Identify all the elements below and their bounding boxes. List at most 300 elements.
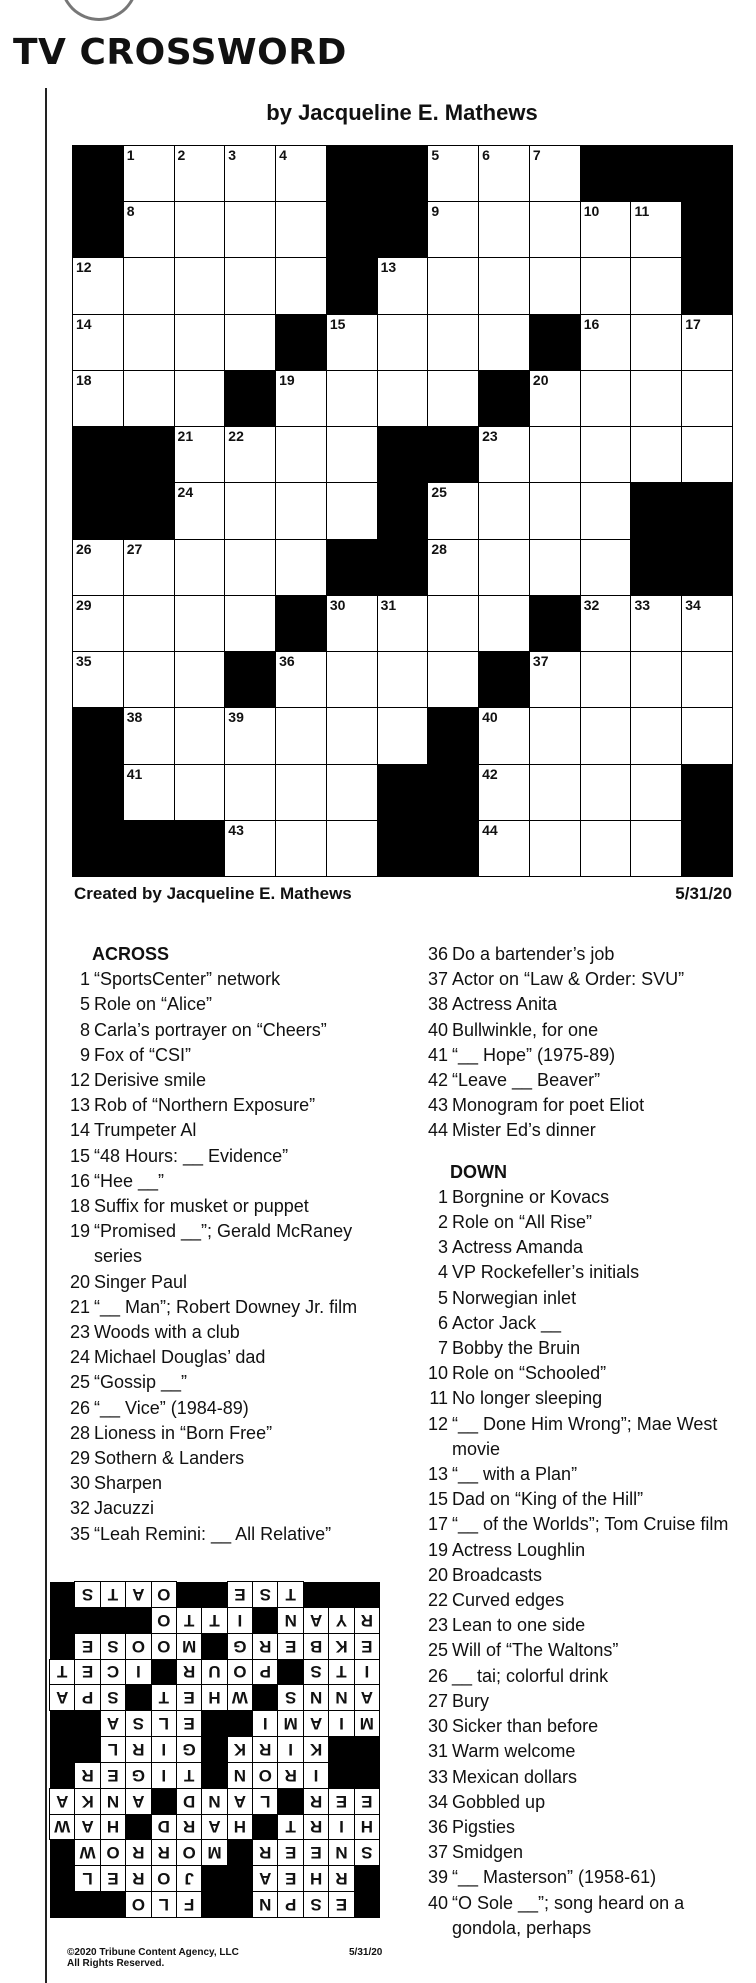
grid-cell[interactable]	[478, 595, 530, 652]
clue-number: 40	[427, 1019, 448, 1040]
grid-cell[interactable]	[580, 370, 632, 427]
grid-cell[interactable]	[174, 482, 226, 539]
grid-cell[interactable]	[529, 257, 581, 314]
clue-number: 19	[69, 1221, 90, 1242]
grid-cell[interactable]	[630, 201, 682, 258]
answer-cell: S	[100, 1633, 126, 1660]
answer-cell: A	[303, 1710, 329, 1737]
answer-cell: A	[125, 1788, 151, 1815]
clue-number: 32	[69, 1498, 90, 1519]
answer-cell: O	[151, 1633, 177, 1660]
cell-number: 41	[126, 765, 143, 782]
answer-cell: E	[74, 1633, 100, 1660]
clue-text: Rob of “Northern Exposure”	[94, 1095, 316, 1116]
grid-cell[interactable]	[174, 145, 226, 202]
clue-text: __ tai; colorful drink	[452, 1665, 609, 1686]
clue-text: Bobby the Bruin	[452, 1338, 581, 1359]
answer-cell: G	[176, 1736, 202, 1763]
grid-cell[interactable]	[224, 145, 276, 202]
grid-cell[interactable]	[224, 595, 276, 652]
down-clue	[418, 1487, 748, 1512]
answer-cell: R	[252, 1736, 278, 1763]
clue-number: 7	[437, 1338, 448, 1359]
answer-cell: A	[303, 1607, 329, 1634]
grid-block	[681, 482, 733, 539]
clue-number: 25	[69, 1372, 90, 1393]
clue-number: 5	[437, 1287, 448, 1308]
answer-cell: U	[201, 1659, 227, 1686]
grid-cell[interactable]	[529, 145, 581, 202]
grid-cell[interactable]	[427, 595, 479, 652]
answer-cell: L	[151, 1710, 177, 1737]
clue-number: 40	[427, 1892, 448, 1913]
grid-cell[interactable]	[427, 482, 479, 539]
clue-number: 30	[427, 1716, 448, 1737]
down-clue	[418, 1361, 748, 1386]
grid-block	[326, 201, 378, 258]
grid-cell[interactable]	[681, 370, 733, 427]
grid-cell[interactable]	[630, 707, 682, 764]
answer-cell: E	[176, 1710, 202, 1737]
clue-number: 30	[69, 1473, 90, 1494]
down-clue	[418, 1386, 748, 1411]
clue-text: Lioness in “Born Free”	[94, 1422, 273, 1443]
grid-cell[interactable]	[580, 820, 632, 877]
down-clue	[418, 1185, 748, 1210]
clue-number: 1	[437, 1186, 448, 1207]
grid-cell[interactable]	[478, 707, 530, 764]
answer-cell: P	[74, 1684, 100, 1711]
clue-text: Woods with a club	[94, 1322, 240, 1343]
grid-block	[681, 201, 733, 258]
answer-cell: G	[227, 1633, 253, 1660]
answer-cell: L	[100, 1736, 126, 1763]
grid-cell[interactable]	[174, 539, 226, 596]
grid-cell[interactable]	[224, 539, 276, 596]
grid-cell[interactable]	[529, 764, 581, 821]
cell-number: 28	[431, 540, 447, 557]
grid-cell[interactable]	[427, 651, 479, 708]
grid-cell[interactable]	[123, 539, 175, 596]
answer-cell: N	[227, 1762, 253, 1789]
clue-number: 11	[429, 1388, 448, 1409]
down-clue	[418, 1336, 748, 1361]
clue-text: Trumpeter Al	[94, 1120, 197, 1141]
answer-cell: H	[100, 1814, 126, 1841]
grid-cell[interactable]	[224, 707, 276, 764]
answer-cell: E	[100, 1762, 126, 1789]
clue-text: Norwegian inlet	[452, 1287, 577, 1308]
grid-cell[interactable]	[326, 314, 378, 371]
cell-number: 31	[380, 596, 397, 613]
cell-number: 32	[583, 596, 600, 613]
grid-cell[interactable]	[72, 651, 124, 708]
clue-number: 29	[69, 1448, 90, 1469]
grid-cell[interactable]	[123, 707, 175, 764]
answer-cell: S	[125, 1710, 151, 1737]
logo-arc	[60, 0, 138, 21]
clue-text: Sicker than before	[452, 1716, 599, 1737]
grid-cell[interactable]	[174, 707, 226, 764]
clue-text: Suffix for musket or puppet	[94, 1196, 309, 1217]
clue-text: Role on “Alice”	[94, 994, 213, 1015]
grid-cell[interactable]	[174, 764, 226, 821]
grid-cell[interactable]	[123, 764, 175, 821]
answer-cell: I	[303, 1762, 329, 1789]
grid-cell[interactable]	[427, 539, 479, 596]
grid-cell[interactable]	[174, 426, 226, 483]
grid-cell[interactable]	[529, 820, 581, 877]
clue-text: Will of “The Waltons”	[452, 1640, 619, 1661]
grid-cell[interactable]	[326, 595, 378, 652]
grid-cell[interactable]	[224, 764, 276, 821]
answer-cell: K	[227, 1736, 253, 1763]
grid-block	[427, 820, 479, 877]
clue-text: Role on “Schooled”	[452, 1363, 607, 1384]
clue-number: 13	[69, 1095, 90, 1116]
cell-number: 1	[126, 147, 135, 163]
grid-cell[interactable]	[529, 707, 581, 764]
grid-cell[interactable]	[681, 426, 733, 483]
grid-cell[interactable]	[224, 314, 276, 371]
grid-cell[interactable]	[326, 764, 378, 821]
grid-cell[interactable]	[224, 482, 276, 539]
grid-cell[interactable]	[478, 820, 530, 877]
grid-cell[interactable]	[630, 595, 682, 652]
down-clue	[418, 1664, 748, 1689]
clue-number: 10	[427, 1363, 448, 1384]
answer-cell: B	[303, 1633, 329, 1660]
answer-cell: I	[252, 1710, 278, 1737]
grid-cell[interactable]	[478, 426, 530, 483]
across-clue	[60, 967, 390, 992]
clue-number: 27	[427, 1690, 448, 1711]
across-clue	[60, 1144, 390, 1169]
across-clue	[60, 1370, 390, 1395]
grid-cell[interactable]	[275, 370, 327, 427]
grid-cell[interactable]	[275, 539, 327, 596]
clue-number: 12	[427, 1413, 448, 1434]
answer-cell: T	[277, 1581, 303, 1608]
grid-cell[interactable]	[630, 651, 682, 708]
answer-cell: A	[100, 1710, 126, 1737]
down-clue	[418, 1891, 748, 1941]
grid-cell[interactable]	[326, 426, 378, 483]
across-clue	[60, 1018, 390, 1043]
answer-cell: E	[354, 1788, 380, 1815]
grid-cell[interactable]	[529, 651, 581, 708]
clue-text: “O Sole __”; song heard on a gondola, perhaps	[452, 1892, 685, 1938]
answer-cell: R	[125, 1736, 151, 1763]
grid-cell[interactable]	[630, 764, 682, 821]
grid-cell[interactable]	[681, 314, 733, 371]
grid-cell[interactable]	[580, 314, 632, 371]
answer-cell: O	[151, 1581, 177, 1608]
clue-number: 2	[437, 1212, 448, 1233]
clue-number: 26	[427, 1665, 448, 1686]
clue-text: “Promised __”; Gerald McRaney series	[94, 1221, 353, 1267]
answer-cell: O	[227, 1659, 253, 1686]
grid-cell[interactable]	[174, 595, 226, 652]
grid-cell[interactable]	[529, 426, 581, 483]
puzzle-date: 5/31/20	[675, 884, 732, 903]
grid-cell[interactable]	[427, 257, 479, 314]
grid-cell[interactable]	[174, 314, 226, 371]
clue-number: 21	[69, 1296, 90, 1317]
grid-cell[interactable]	[377, 595, 429, 652]
clue-text: Warm welcome	[452, 1741, 576, 1762]
grid-cell[interactable]	[427, 314, 479, 371]
grid-cell[interactable]	[580, 257, 632, 314]
clue-text: Michael Douglas’ dad	[94, 1347, 266, 1368]
grid-cell[interactable]	[630, 257, 682, 314]
grid-cell[interactable]	[681, 707, 733, 764]
answer-cell: E	[277, 1839, 303, 1866]
grid-cell[interactable]	[427, 201, 479, 258]
down-clue	[418, 1462, 748, 1487]
down-clue	[418, 1815, 748, 1840]
grid-cell[interactable]	[478, 201, 530, 258]
answer-cell: I	[277, 1736, 303, 1763]
down-heading: DOWN	[450, 1161, 507, 1182]
clue-text: Derisive smile	[94, 1070, 207, 1091]
across-clue	[60, 1471, 390, 1496]
answer-cell: R	[303, 1814, 329, 1841]
answer-cell: E	[227, 1581, 253, 1608]
copyright-date: 5/31/20	[349, 1947, 383, 1958]
down-clue	[418, 1689, 748, 1714]
copyright-line: ©2020 Tribune Content Agency, LLC	[67, 1947, 239, 1958]
grid-cell[interactable]	[326, 707, 378, 764]
answer-cell: D	[151, 1814, 177, 1841]
grid-cell[interactable]	[224, 820, 276, 877]
clue-text: Sothern & Landers	[94, 1448, 245, 1469]
grid-cell[interactable]	[174, 257, 226, 314]
across-clue	[60, 1446, 390, 1471]
cell-number: 10	[583, 203, 600, 220]
answer-cell: R	[328, 1865, 354, 1892]
across-clue	[60, 1068, 390, 1093]
grid-cell[interactable]	[580, 201, 632, 258]
grid-cell[interactable]	[478, 482, 530, 539]
grid-cell[interactable]	[580, 539, 632, 596]
grid-cell[interactable]	[275, 426, 327, 483]
grid-cell[interactable]	[123, 595, 175, 652]
grid-cell[interactable]	[478, 764, 530, 821]
grid-cell[interactable]	[580, 426, 632, 483]
grid-cell[interactable]	[326, 820, 378, 877]
grid-cell[interactable]	[580, 482, 632, 539]
cell-number: 16	[583, 315, 600, 332]
grid-cell[interactable]	[326, 370, 378, 427]
clue-number: 25	[427, 1640, 448, 1661]
across-clue	[60, 1522, 390, 1547]
grid-cell[interactable]	[630, 426, 682, 483]
down-clue	[418, 1286, 748, 1311]
clue-number: 15	[69, 1145, 90, 1166]
clue-text: Pigsties	[452, 1816, 516, 1837]
grid-cell[interactable]	[275, 707, 327, 764]
answer-cell: R	[252, 1839, 278, 1866]
grid-block	[427, 707, 479, 764]
grid-block	[681, 764, 733, 821]
grid-cell[interactable]	[224, 201, 276, 258]
answer-cell: T	[151, 1684, 177, 1711]
clue-text: Actress Amanda	[452, 1237, 584, 1258]
grid-cell[interactable]	[377, 257, 429, 314]
clue-text: Lean to one side	[452, 1615, 586, 1636]
answer-cell: R	[176, 1659, 202, 1686]
grid-block	[377, 145, 429, 202]
clue-number: 12	[69, 1070, 90, 1091]
grid-cell[interactable]	[580, 651, 632, 708]
cell-number: 4	[279, 147, 287, 163]
grid-cell[interactable]	[275, 257, 327, 314]
across-clue	[418, 942, 748, 967]
grid-cell[interactable]	[580, 707, 632, 764]
clue-text: Singer Paul	[94, 1271, 188, 1292]
answer-cell: L	[252, 1788, 278, 1815]
answer-cell: I	[227, 1607, 253, 1634]
grid-cell[interactable]	[72, 595, 124, 652]
across-clue	[60, 1396, 390, 1421]
across-clue	[60, 992, 390, 1017]
grid-cell[interactable]	[681, 651, 733, 708]
answer-cell: O	[125, 1891, 151, 1918]
grid-block	[123, 426, 175, 483]
grid-cell[interactable]	[377, 707, 429, 764]
grid-cell[interactable]	[123, 201, 175, 258]
cell-number: 21	[177, 428, 194, 445]
clue-text: Dad on “King of the Hill”	[452, 1489, 644, 1510]
grid-cell[interactable]	[580, 764, 632, 821]
grid-block	[377, 201, 429, 258]
grid-cell[interactable]	[123, 145, 175, 202]
grid-cell[interactable]	[427, 370, 479, 427]
grid-cell[interactable]	[275, 764, 327, 821]
grid-cell[interactable]	[275, 651, 327, 708]
grid-block	[377, 539, 429, 596]
across-clue	[60, 1194, 390, 1219]
grid-cell[interactable]	[72, 257, 124, 314]
grid-cell[interactable]	[275, 201, 327, 258]
grid-cell[interactable]	[630, 314, 682, 371]
clue-text: Do a bartender’s job	[452, 944, 615, 964]
grid-cell[interactable]	[529, 539, 581, 596]
clue-number: 34	[427, 1791, 448, 1812]
grid-cell[interactable]	[275, 482, 327, 539]
grid-cell[interactable]	[529, 482, 581, 539]
down-clue	[418, 1260, 748, 1285]
grid-cell[interactable]	[681, 595, 733, 652]
answer-cell: R	[303, 1788, 329, 1815]
across-clue	[60, 1093, 390, 1118]
answer-cell: R	[252, 1633, 278, 1660]
grid-cell[interactable]	[427, 145, 479, 202]
grid-cell[interactable]	[478, 539, 530, 596]
cell-number: 25	[431, 484, 447, 501]
grid-cell[interactable]	[72, 314, 124, 371]
answer-cell: A	[252, 1865, 278, 1892]
grid-block	[478, 370, 530, 427]
grid-cell[interactable]	[630, 820, 682, 877]
clue-number: 42	[427, 1070, 448, 1091]
clue-text: “SportsCenter” network	[94, 969, 281, 990]
clues-column-right	[418, 942, 748, 1941]
answer-cell: T	[176, 1607, 202, 1634]
grid-cell[interactable]	[529, 370, 581, 427]
grid-cell[interactable]	[123, 651, 175, 708]
grid-cell[interactable]	[478, 257, 530, 314]
answer-cell: S	[74, 1581, 100, 1608]
cell-number: 27	[126, 540, 143, 557]
cell-number: 12	[76, 259, 92, 276]
cell-number: 37	[532, 653, 549, 670]
answer-cell: I	[328, 1814, 354, 1841]
grid-cell[interactable]	[174, 370, 226, 427]
grid-cell[interactable]	[529, 201, 581, 258]
grid-block	[681, 539, 733, 596]
clue-number: 38	[427, 994, 448, 1015]
clue-text: Actress Anita	[452, 994, 558, 1015]
grid-cell[interactable]	[72, 539, 124, 596]
clue-number: 9	[79, 1044, 90, 1065]
down-clue	[418, 1765, 748, 1790]
grid-cell[interactable]	[275, 820, 327, 877]
across-clue	[418, 1043, 748, 1068]
grid-cell[interactable]	[123, 257, 175, 314]
answer-cell: J	[176, 1865, 202, 1892]
answer-cell: S	[277, 1684, 303, 1711]
grid-cell[interactable]	[630, 370, 682, 427]
grid-cell[interactable]	[478, 145, 530, 202]
answer-cell: G	[125, 1762, 151, 1789]
down-clue	[418, 1311, 748, 1336]
grid-block	[275, 314, 327, 371]
grid-cell[interactable]	[580, 595, 632, 652]
grid-block	[326, 145, 378, 202]
across-clue	[60, 1295, 390, 1320]
grid-cell[interactable]	[72, 370, 124, 427]
grid-cell[interactable]	[123, 314, 175, 371]
grid-cell[interactable]	[377, 651, 429, 708]
clue-text: Bury	[452, 1690, 490, 1711]
clue-number: 3	[437, 1237, 448, 1258]
grid-cell[interactable]	[275, 145, 327, 202]
grid-cell[interactable]	[326, 482, 378, 539]
cell-number: 36	[279, 653, 295, 670]
clue-text: “Gossip __”	[94, 1372, 188, 1393]
across-clue	[60, 1118, 390, 1143]
grid-cell[interactable]	[326, 651, 378, 708]
grid-cell[interactable]	[174, 201, 226, 258]
clue-text: Broadcasts	[452, 1564, 543, 1585]
answer-cell: O	[252, 1762, 278, 1789]
cell-number: 9	[431, 203, 440, 220]
clue-number: 36	[427, 1816, 448, 1837]
crossword-grid[interactable]	[72, 145, 732, 876]
grid-cell[interactable]	[478, 314, 530, 371]
grid-cell[interactable]	[224, 257, 276, 314]
answer-cell: A	[201, 1814, 227, 1841]
grid-cell[interactable]	[377, 314, 429, 371]
grid-cell[interactable]	[123, 370, 175, 427]
grid-block	[123, 820, 175, 877]
grid-cell[interactable]	[224, 426, 276, 483]
grid-cell[interactable]	[377, 370, 429, 427]
grid-cell[interactable]	[174, 651, 226, 708]
answer-cell: M	[176, 1633, 202, 1660]
